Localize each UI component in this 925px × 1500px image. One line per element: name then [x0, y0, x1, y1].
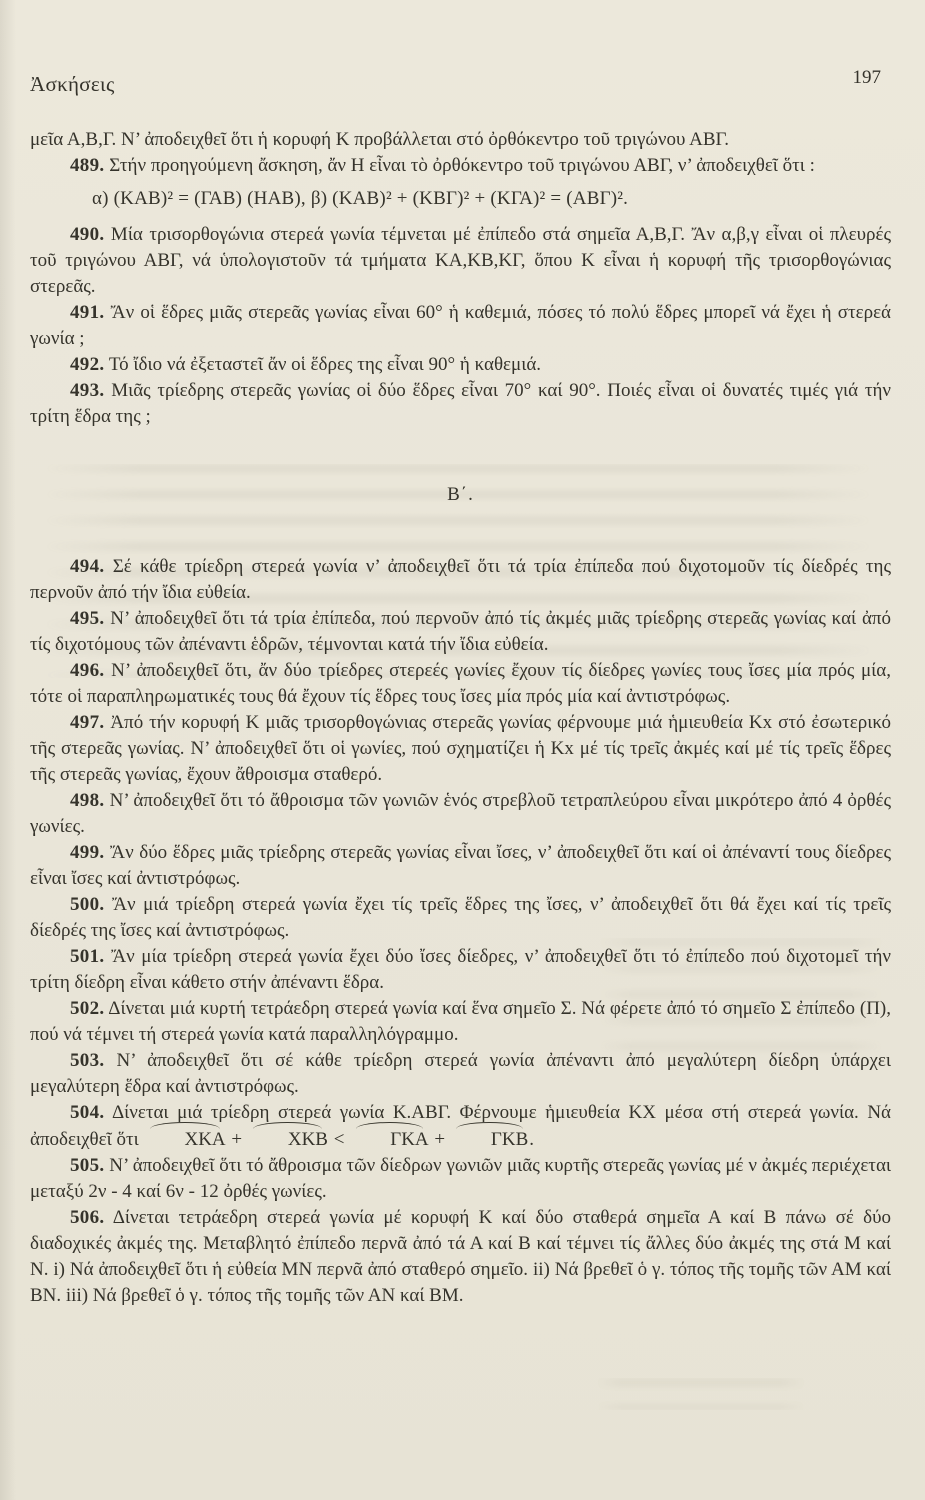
exercise-490 [30, 222, 891, 300]
exercise-text: Σέ κάθε τρίεδρη στερεά γωνία ν’ ἀποδειχθεῖ ὅτι τά τρία ἐπίπεδα πού διχοτομοῦν τίς δίεδρές της περνοῦν ἀπό τήν ἴδια εὐθεία. [30, 556, 891, 603]
exercise-number: 506. [70, 1207, 105, 1228]
intro-continuation-paragraph: μεῖα Α,Β,Γ. Ν’ ἀποδειχθεῖ ὅτι ἡ κορυφή Κ προβάλλεται στό ὀρθόκεντρο τοῦ τριγώνου ΑΒΓ. [30, 129, 729, 150]
exercise-number: 504. [70, 1102, 105, 1123]
formula-489: α) (ΚΑΒ)² = (ΓΑΒ) (ΗΑΒ), β) (ΚΑΒ)² + (ΚΒΓ)² + (ΚΓΑ)² = (ΑΒΓ)². [92, 188, 629, 209]
exercise-501 [30, 944, 891, 996]
sentence-period: . [529, 1129, 534, 1150]
exercise-text: Δίνεται μιά τρίεδρη στερεά γωνία Κ.ΑΒΓ. Φέρνουμε ἡμιευθεία ΚΧ μέσα στή στερεά γωνία. Νά ἀποδειχθεῖ ὅτι [30, 1102, 891, 1150]
exercise-text: Ν’ ἀποδειχθεῖ ὅτι, ἄν δύο τρίεδρες στερεές γωνίες ἔχουν τίς δίεδρες γωνίες τους ἴσες μία πρός μία, τότε οἱ παραπληρωματικές τους θά ἔχουν τίς ἕδρες τους ἴσες μία πρός μία καί ἀντιστρόφως. [30, 660, 892, 707]
exercise-number: 496. [70, 660, 105, 681]
exercise-number: 492. [70, 354, 105, 375]
exercise-502 [30, 996, 891, 1048]
exercise-number: 494. [70, 556, 105, 577]
exercise-number: 491. [70, 302, 105, 323]
exercise-505 [30, 1153, 891, 1205]
section-heading-B: Β΄. [447, 484, 474, 505]
exercise-494 [30, 554, 891, 606]
exercise-495 [30, 606, 891, 658]
exercise-number: 497. [70, 712, 105, 733]
exercise-500 [30, 892, 891, 944]
exercise-number: 502. [70, 998, 105, 1019]
exercise-number: 498. [70, 790, 105, 811]
bleed-through-ghost-bottom [596, 1378, 806, 1410]
exercise-506 [30, 1205, 891, 1309]
page-number: 197 [852, 67, 881, 88]
exercise-text: Μιᾶς τρίεδρης στερεᾶς γωνίας οἱ δύο ἕδρες εἶναι 70° καί 90°. Ποιές εἶναι οἱ δυνατές τιμές γιά τήν τρίτη ἕδρα της ; [30, 380, 891, 427]
exercise-text: Ἄν μία τρίεδρη στερεά γωνία ἔχει δύο ἴσες δίεδρες, ν’ ἀποδειχθεῖ ὅτι τό ἐπίπεδο πού διχοτομεῖ τήν τρίτη δίεδρη εἶναι κάθετο στήν ἀπέναντι ἕδρα. [30, 946, 891, 993]
exercise-text: Μία τρισορθογώνια στερεά γωνία τέμνεται μέ ἐπίπεδο στά σημεῖα Α,Β,Γ. Ἄν α,β,γ εἶναι οἱ πλευρές τοῦ τριγώνου ΑΒΓ, νά ὑπολογιστοῦν τά τμήματα ΚΑ,ΚΒ,ΚΓ, ὅπου Κ εἶναι ἡ κορυφή τῆς τρισορθογώνιας στερεᾶς. [30, 224, 891, 297]
exercise-text: Δίνεται μιά κυρτή τετράεδρη στερεά γωνία καί ἕνα σημεῖο Σ. Νά φέρετε ἀπό τό σημεῖο Σ ἐπίπεδο (Π), πού νά τέμνει τή στερεά γωνία κατά παραλληλόγραμμο. [30, 998, 891, 1045]
exercise-number: 503. [70, 1050, 105, 1071]
exercises-body [30, 127, 891, 1309]
exercise-text: Ἄν οἱ ἕδρες μιᾶς στερεᾶς γωνίας εἶναι 60° ἡ καθεμιά, πόσες τό πολύ ἕδρες μπορεῖ νά ἔχει ἡ στερεά γωνία ; [30, 302, 891, 349]
running-head-title: Ἀσκήσεις [30, 72, 115, 96]
angle-arc-XKB: ΧΚΒ [247, 1126, 329, 1153]
exercise-492 [30, 352, 891, 378]
exercise-489 [30, 153, 891, 179]
exercise-text: Δίνεται τετράεδρη στερεά γωνία μέ κορυφή Κ καί δύο σταθερά σημεῖα Α καί Β πάνω σέ δύο διαδοχικές ἀκμές της. Μεταβλητό ἐπίπεδο περνᾶ ἀπό τά Α καί Β καί τέμνει τίς ἄλλες δύο ἀκμές της στά Μ καί Ν. i) Νά ἀποδειχθεῖ ὅτι ἡ εὐθεία ΜΝ περνᾶ ἀπό σταθερό σημεῖο. ii) Νά βρεθεῖ ὁ γ. τόπος τῆς τομῆς τῶν ΑΜ καί ΒΝ. iii) Νά βρεθεῖ ὁ γ. τόπος τῆς τομῆς τῶν ΑΝ καί ΒΜ. [30, 1207, 892, 1306]
operator-plus: + [434, 1129, 446, 1150]
exercise-504 [30, 1100, 891, 1153]
exercise-497 [30, 710, 891, 788]
angle-arc-GKA: ΓΚΑ [349, 1126, 429, 1153]
operator-plus: + [231, 1129, 243, 1150]
angle-arc-GKB: ΓΚΒ [450, 1126, 529, 1153]
exercise-number: 489. [70, 155, 105, 176]
exercise-number: 493. [70, 380, 105, 401]
exercise-text: Ἄν μιά τρίεδρη στερεά γωνία ἔχει τίς τρεῖς ἕδρες της ἴσες, ν’ ἀποδειχθεῖ ὅτι θά ἔχει καί τίς τρεῖς δίεδρές της ἴσες καί ἀντιστρόφως. [30, 894, 892, 941]
exercise-text: Στήν προηγούμενη ἄσκηση, ἄν Η εἶναι τὸ ὀρθόκεντρο τοῦ τριγώνου ΑΒΓ, ν’ ἀποδειχθεῖ ὅτι : [109, 155, 815, 176]
exercise-498 [30, 788, 891, 840]
angle-arc-XKA: ΧΚΑ [143, 1126, 226, 1153]
exercise-number: 499. [70, 842, 105, 863]
exercise-499 [30, 840, 891, 892]
exercise-text: Ν’ ἀποδειχθεῖ ὅτι τά τρία ἐπίπεδα, πού περνοῦν ἀπό τίς ἀκμές μιᾶς τρίεδρης στερεᾶς γωνίας καί ἀπό τίς διχοτόμους τῶν ἀπέναντι ἑδρῶν, τέμνονται κατά τήν ἴδια εὐθεία. [30, 608, 891, 655]
exercise-text: Ν’ ἀποδειχθεῖ ὅτι τό ἄθροισμα τῶν γωνιῶν ἑνός στρεβλοῦ τετραπλεύρου εἶναι μικρότερο ἀπό 4 ὀρθές γωνίες. [30, 790, 891, 837]
exercise-number: 505. [70, 1155, 105, 1176]
page-header [30, 67, 891, 97]
exercise-493 [30, 378, 891, 430]
exercise-text: Τό ἴδιο νά ἐξεταστεῖ ἄν οἱ ἕδρες της εἶναι 90° ἡ καθεμιά. [108, 354, 542, 375]
exercise-number: 490. [70, 224, 105, 245]
exercise-text: Ν’ ἀποδειχθεῖ ὅτι τό ἄθροισμα τῶν δίεδρων γωνιῶν μιᾶς κυρτῆς στερεᾶς γωνίας μέ ν ἀκμές περιέχεται μεταξύ 2ν - 4 καί 6ν - 12 ὀρθές γωνίες. [30, 1155, 892, 1202]
exercise-text: Ἀπό τήν κορυφή Κ μιᾶς τρισορθογώνιας στερεᾶς γωνίας φέρνουμε μιά ἡμιευθεία Κx στό ἐσωτερικό τῆς στερεᾶς γωνίας. Ν’ ἀποδειχθεῖ ὅτι οἱ γωνίες, πού σχηματίζει ἡ Κx μέ τίς τρεῖς ἀκμές καί μέ τίς τρεῖς ἕδρες τῆς στερεᾶς γωνίας, ἔχουν ἄθροισμα σταθερό. [30, 712, 891, 785]
exercise-number: 501. [70, 946, 105, 967]
exercise-491 [30, 300, 891, 352]
exercise-496 [30, 658, 891, 710]
exercise-text: Ν’ ἀποδειχθεῖ ὅτι σέ κάθε τρίεδρη στερεά γωνία ἀπέναντι ἀπό μεγαλύτερη δίεδρη ὑπάρχει μεγαλύτερη ἕδρα καί ἀντιστρόφως. [30, 1050, 892, 1097]
exercise-number: 495. [70, 608, 105, 629]
exercise-number: 500. [70, 894, 105, 915]
operator-less-than: < [333, 1129, 345, 1150]
exercise-text: Ἄν δύο ἕδρες μιᾶς τρίεδρης στερεᾶς γωνίας εἶναι ἴσες, ν’ ἀποδειχθεῖ ὅτι καί οἱ ἀπέναντί τους δίεδρες εἶναι ἴσες καί ἀντιστρόφως. [30, 842, 892, 889]
exercise-503 [30, 1048, 891, 1100]
